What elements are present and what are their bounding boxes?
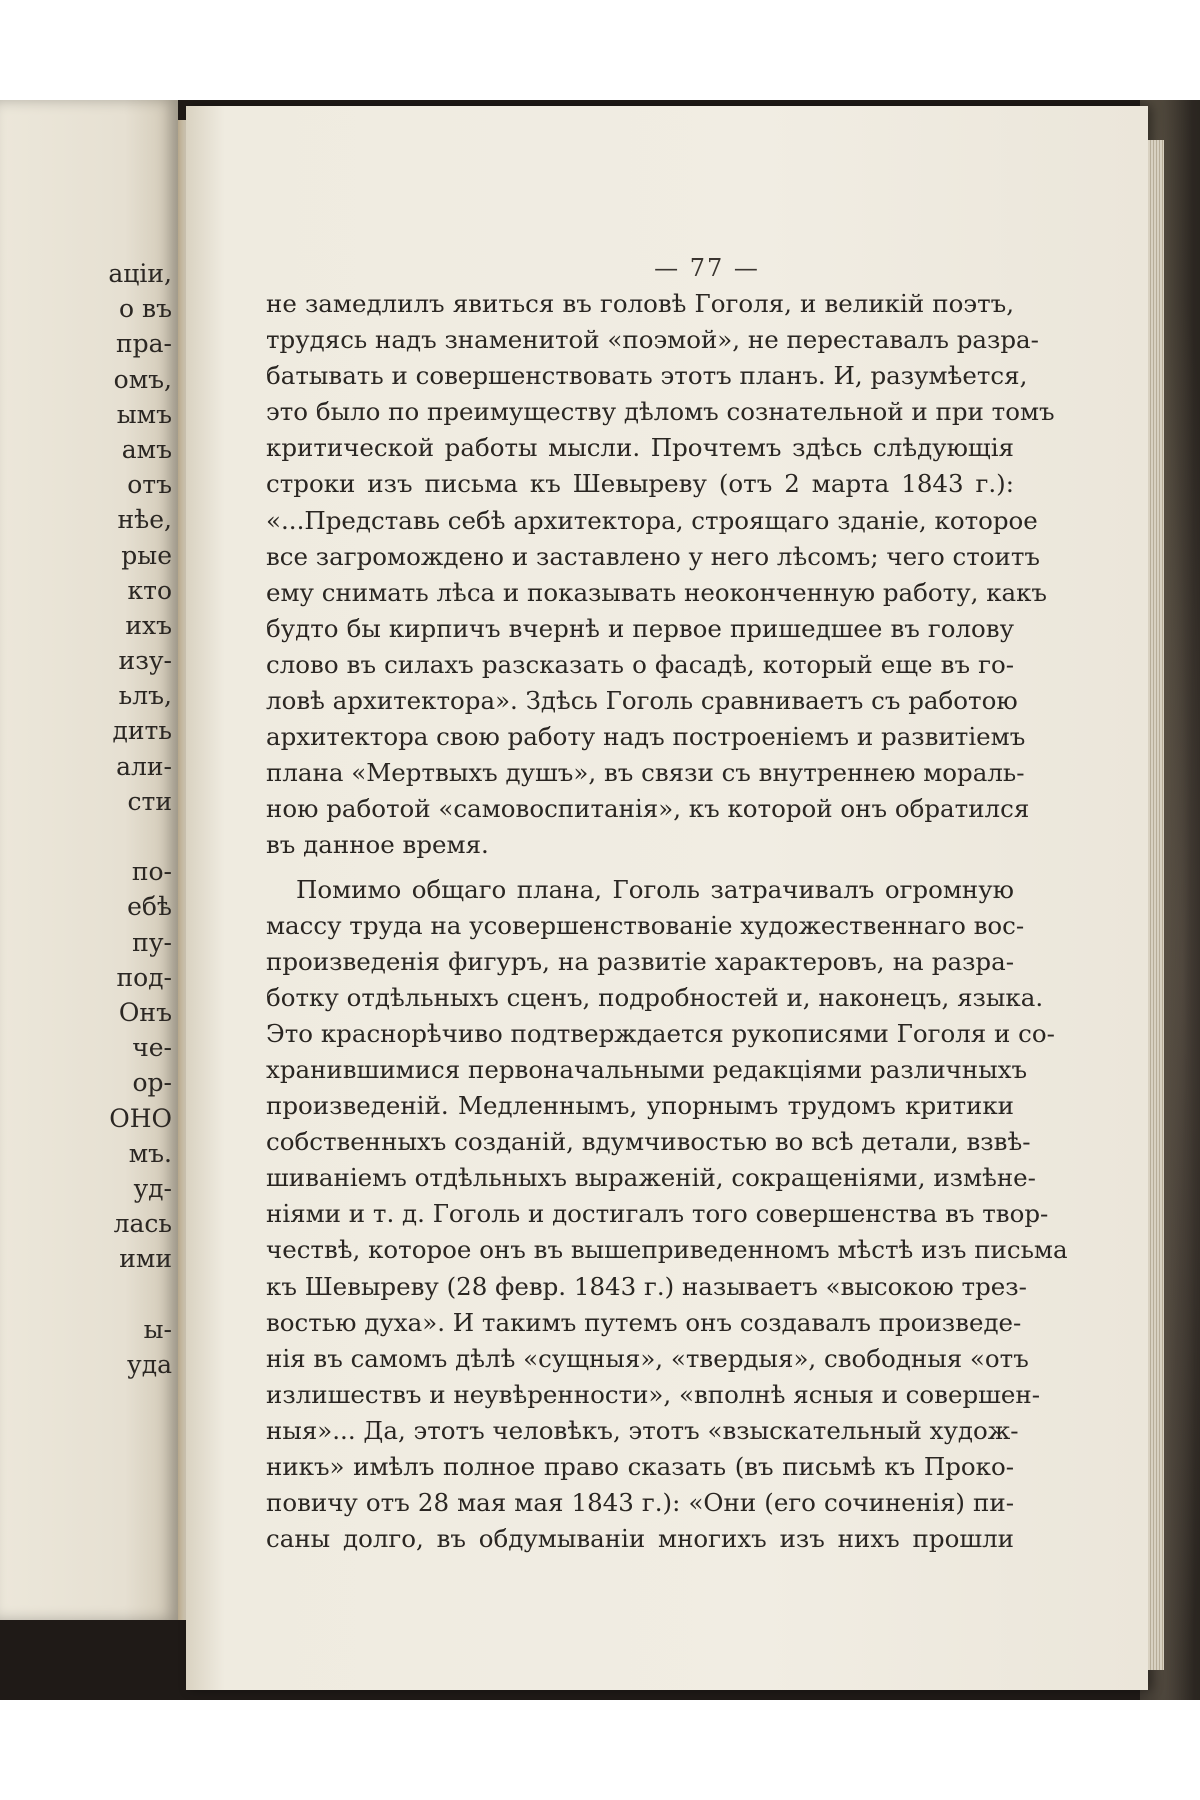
- text-line: трудясь надъ знаменитой «поэмой», не переставалъ разра-: [266, 325, 1039, 355]
- left-fragment-line: ьлъ,: [118, 681, 172, 711]
- text-line: ныя»... Да, этотъ человѣкъ, этотъ «взыскательный худож-: [266, 1415, 1019, 1445]
- left-fragment-line: Онъ: [118, 997, 172, 1027]
- text-line: «...Представь себѣ архитектора, строящаго зданіе, которое: [266, 505, 1038, 535]
- left-fragment-line: о въ: [119, 294, 172, 324]
- left-fragment-line: ими: [119, 1244, 172, 1274]
- left-fragment-line: ебѣ: [127, 892, 172, 922]
- left-fragment-line: пу-: [132, 927, 172, 957]
- text-line: излишествъ и неувѣренности», «вполнѣ ясныя и совершен-: [266, 1379, 1041, 1409]
- text-line: слово въ силахъ разсказать о фасадѣ, который еще въ го-: [266, 649, 1014, 679]
- text-line: все загромождено и заставлено у него лѣсомъ; чего стоитъ: [266, 541, 1040, 571]
- book-photo: [0, 100, 1200, 1700]
- page-number: — 77 —: [654, 254, 760, 282]
- left-fragment-line: ымъ: [116, 399, 172, 429]
- left-page-fragments: [0, 256, 172, 1382]
- text-line: массу труда на усовершенствованіе художественнаго вос-: [266, 910, 1025, 940]
- left-fragment-line: рые: [121, 540, 172, 570]
- text-line: саны долго, въ обдумываніи многихъ изъ нихъ прошли: [266, 1524, 1014, 1554]
- text-line: произведенія фигуръ, на развитіе характеровъ, на разра-: [266, 946, 1014, 976]
- text-line: чествѣ, которое онъ въ вышеприведенномъ мѣстѣ изъ письма: [266, 1235, 1068, 1265]
- right-page: [186, 106, 1148, 1690]
- text-line: произведеній. Медленнымъ, упорнымъ трудомъ критики: [266, 1091, 1014, 1121]
- left-fragment-line: ихъ: [125, 610, 172, 640]
- text-line: Помимо общаго плана, Гоголь затрачивалъ огромную: [296, 874, 1014, 904]
- text-line: Это краснорѣчиво подтверждается рукописями Гоголя и со-: [266, 1018, 1055, 1048]
- text-line: къ Шевыреву (28 февр. 1843 г.) называетъ «высокою трез-: [266, 1271, 1027, 1301]
- text-line: ніями и т. д. Гоголь и достигалъ того совершенства въ твор-: [266, 1199, 1049, 1229]
- text-line: строки изъ письма къ Шевыреву (отъ 2 марта 1843 г.):: [266, 469, 1014, 499]
- text-line: не замедлилъ явиться въ головѣ Гоголя, и великій поэтъ,: [266, 289, 1014, 318]
- left-fragment-line: ы-: [143, 1314, 172, 1344]
- left-fragment-line: уда: [126, 1349, 172, 1379]
- text-line: плана «Мертвыхъ душъ», въ связи съ внутреннею мораль-: [266, 758, 1025, 788]
- left-fragment-line: кто: [127, 575, 172, 605]
- left-fragment-line: пра-: [115, 329, 172, 359]
- text-line: востью духа». И такимъ путемъ онъ создавалъ произведе-: [266, 1307, 1022, 1337]
- left-fragment-line: по-: [131, 857, 172, 887]
- text-line: въ данное время.: [266, 830, 489, 860]
- text-line: шиваніемъ отдѣльныхъ выраженій, сокращеніями, измѣне-: [266, 1163, 1036, 1193]
- text-line: нія въ самомъ дѣлѣ «сущныя», «твердыя», свободныя «отъ: [266, 1343, 1029, 1373]
- left-fragment-line: [0, 819, 172, 854]
- text-line: критической работы мысли. Прочтемъ здѣсь слѣдующія: [266, 433, 1014, 463]
- left-fragment-line: под-: [116, 962, 172, 992]
- left-fragment-line: лась: [113, 1209, 172, 1239]
- text-line: архитектора свою работу надъ построеніемъ и развитіемъ: [266, 722, 1026, 752]
- left-fragment-line: дить: [112, 716, 172, 746]
- left-fragment-line: отъ: [127, 470, 172, 500]
- left-fragment-line: али-: [116, 751, 172, 781]
- left-fragment-line: ОНО: [109, 1103, 172, 1133]
- left-fragment-line: сти: [127, 786, 172, 816]
- text-line: батывать и совершенствовать этотъ планъ. И, разумѣется,: [266, 361, 1028, 391]
- text-line: ловѣ архитектора». Здѣсь Гоголь сравниваетъ съ работою: [266, 686, 1018, 716]
- left-fragment-line: нѣе,: [117, 505, 172, 535]
- left-fragment-line: че-: [132, 1033, 172, 1063]
- left-fragment-line: ор-: [132, 1068, 172, 1098]
- left-fragment-line: уд-: [133, 1173, 172, 1203]
- text-line: ботку отдѣльныхъ сценъ, подробностей и, наконецъ, языка.: [266, 982, 1044, 1012]
- left-fragment-line: мъ.: [128, 1138, 172, 1168]
- text-line: ною работой «самовоспитанія», къ которой онъ обратился: [266, 794, 1030, 824]
- left-fragment-line: омъ,: [113, 364, 172, 394]
- left-fragment-line: [0, 1276, 172, 1311]
- left-fragment-line: изу-: [118, 646, 172, 676]
- text-line: это было по преимуществу дѣломъ сознательной и при томъ: [266, 397, 1055, 427]
- paragraph-gap: [266, 864, 1014, 872]
- left-fragment-line: амъ: [121, 434, 172, 464]
- text-line: ему снимать лѣса и показывать неоконченную работу, какъ: [266, 577, 1048, 607]
- text-line: собственныхъ созданій, вдумчивостью во всѣ детали, взвѣ-: [266, 1127, 1031, 1157]
- page-edges: [1148, 140, 1164, 1670]
- text-line: никъ» имѣлъ полное право сказать (въ письмѣ къ Проко-: [266, 1452, 1014, 1481]
- page-body: [266, 286, 1068, 1557]
- book-gutter: [178, 120, 186, 1620]
- text-line: хранившимися первоначальными редакціями различныхъ: [266, 1054, 1028, 1084]
- text-line: повичу отъ 28 мая мая 1843 г.): «Они (его сочиненія) пи-: [266, 1488, 1014, 1518]
- left-fragment-line: аціи,: [108, 259, 172, 288]
- left-page: [0, 100, 178, 1620]
- text-line: будто бы кирпичъ вчернѣ и первое пришедшее въ голову: [266, 613, 1014, 643]
